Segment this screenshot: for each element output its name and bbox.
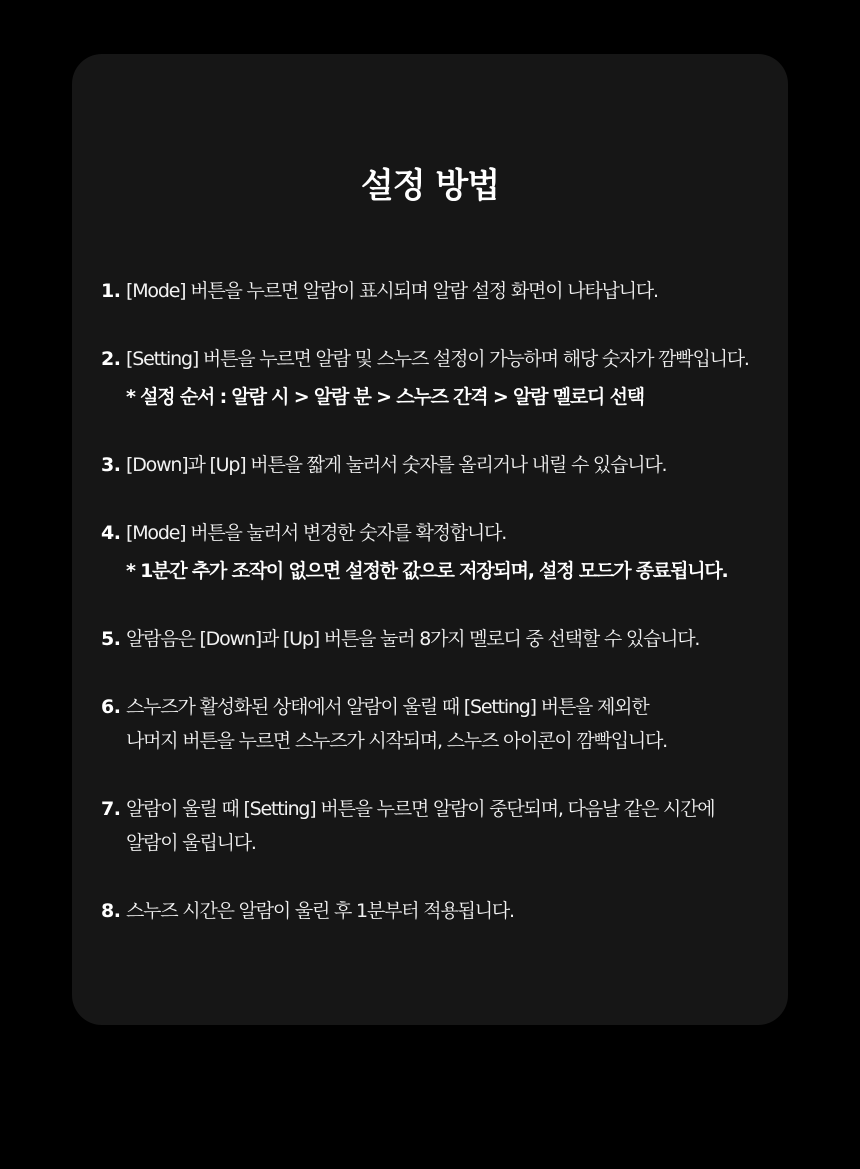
step-number: 4. <box>101 522 121 544</box>
step-text: [Mode] 버튼을 눌러서 변경한 숫자를 확정합니다. <box>126 522 507 544</box>
step-number: 5. <box>101 628 121 650</box>
step-item <box>101 516 771 588</box>
step-text: [Down]과 [Up] 버튼을 짧게 눌러서 숫자를 올리거나 내릴 수 있습니다. <box>126 454 667 476</box>
step-item <box>101 448 771 482</box>
step-item <box>101 690 771 758</box>
step-text: 스누즈가 활성화된 상태에서 알람이 울릴 때 [Setting] 버튼을 제외한 <box>126 696 649 718</box>
step-text: 나머지 버튼을 누르면 스누즈가 시작되며, 스누즈 아이콘이 깜빡입니다. <box>126 730 668 752</box>
step-text: 알람음은 [Down]과 [Up] 버튼을 눌러 8가지 멜로디 중 선택할 수 있습니다. <box>126 628 700 650</box>
step-note: * 1분간 추가 조작이 없으면 설정한 값으로 저장되며, 설정 모드가 종료됩니다. <box>126 560 728 582</box>
step-item <box>101 894 771 928</box>
step-text: [Mode] 버튼을 누르면 알람이 표시되며 알람 설정 화면이 나타납니다. <box>126 280 658 302</box>
step-text: 스누즈 시간은 알람이 울린 후 1분부터 적용됩니다. <box>126 900 514 922</box>
step-text: 알람이 울릴 때 [Setting] 버튼을 누르면 알람이 중단되며, 다음날 같은 시간에 <box>126 798 715 820</box>
instructions-card <box>72 54 788 1025</box>
step-number: 7. <box>101 798 121 820</box>
step-number: 6. <box>101 696 121 718</box>
step-text: 알람이 울립니다. <box>126 832 256 854</box>
step-item <box>101 342 771 414</box>
step-item <box>101 622 771 656</box>
page-title: 설정 방법 <box>360 166 500 206</box>
steps-list <box>101 274 771 962</box>
step-text: [Setting] 버튼을 누르면 알람 및 스누즈 설정이 가능하며 해당 숫자가 깜빡입니다. <box>126 348 749 370</box>
step-item <box>101 792 771 860</box>
step-number: 8. <box>101 900 121 922</box>
step-number: 1. <box>101 280 121 302</box>
step-number: 2. <box>101 348 121 370</box>
step-note: * 설정 순서 : 알람 시 > 알람 분 > 스누즈 간격 > 알람 멜로디 선택 <box>126 386 644 408</box>
step-item <box>101 274 771 308</box>
step-number: 3. <box>101 454 121 476</box>
